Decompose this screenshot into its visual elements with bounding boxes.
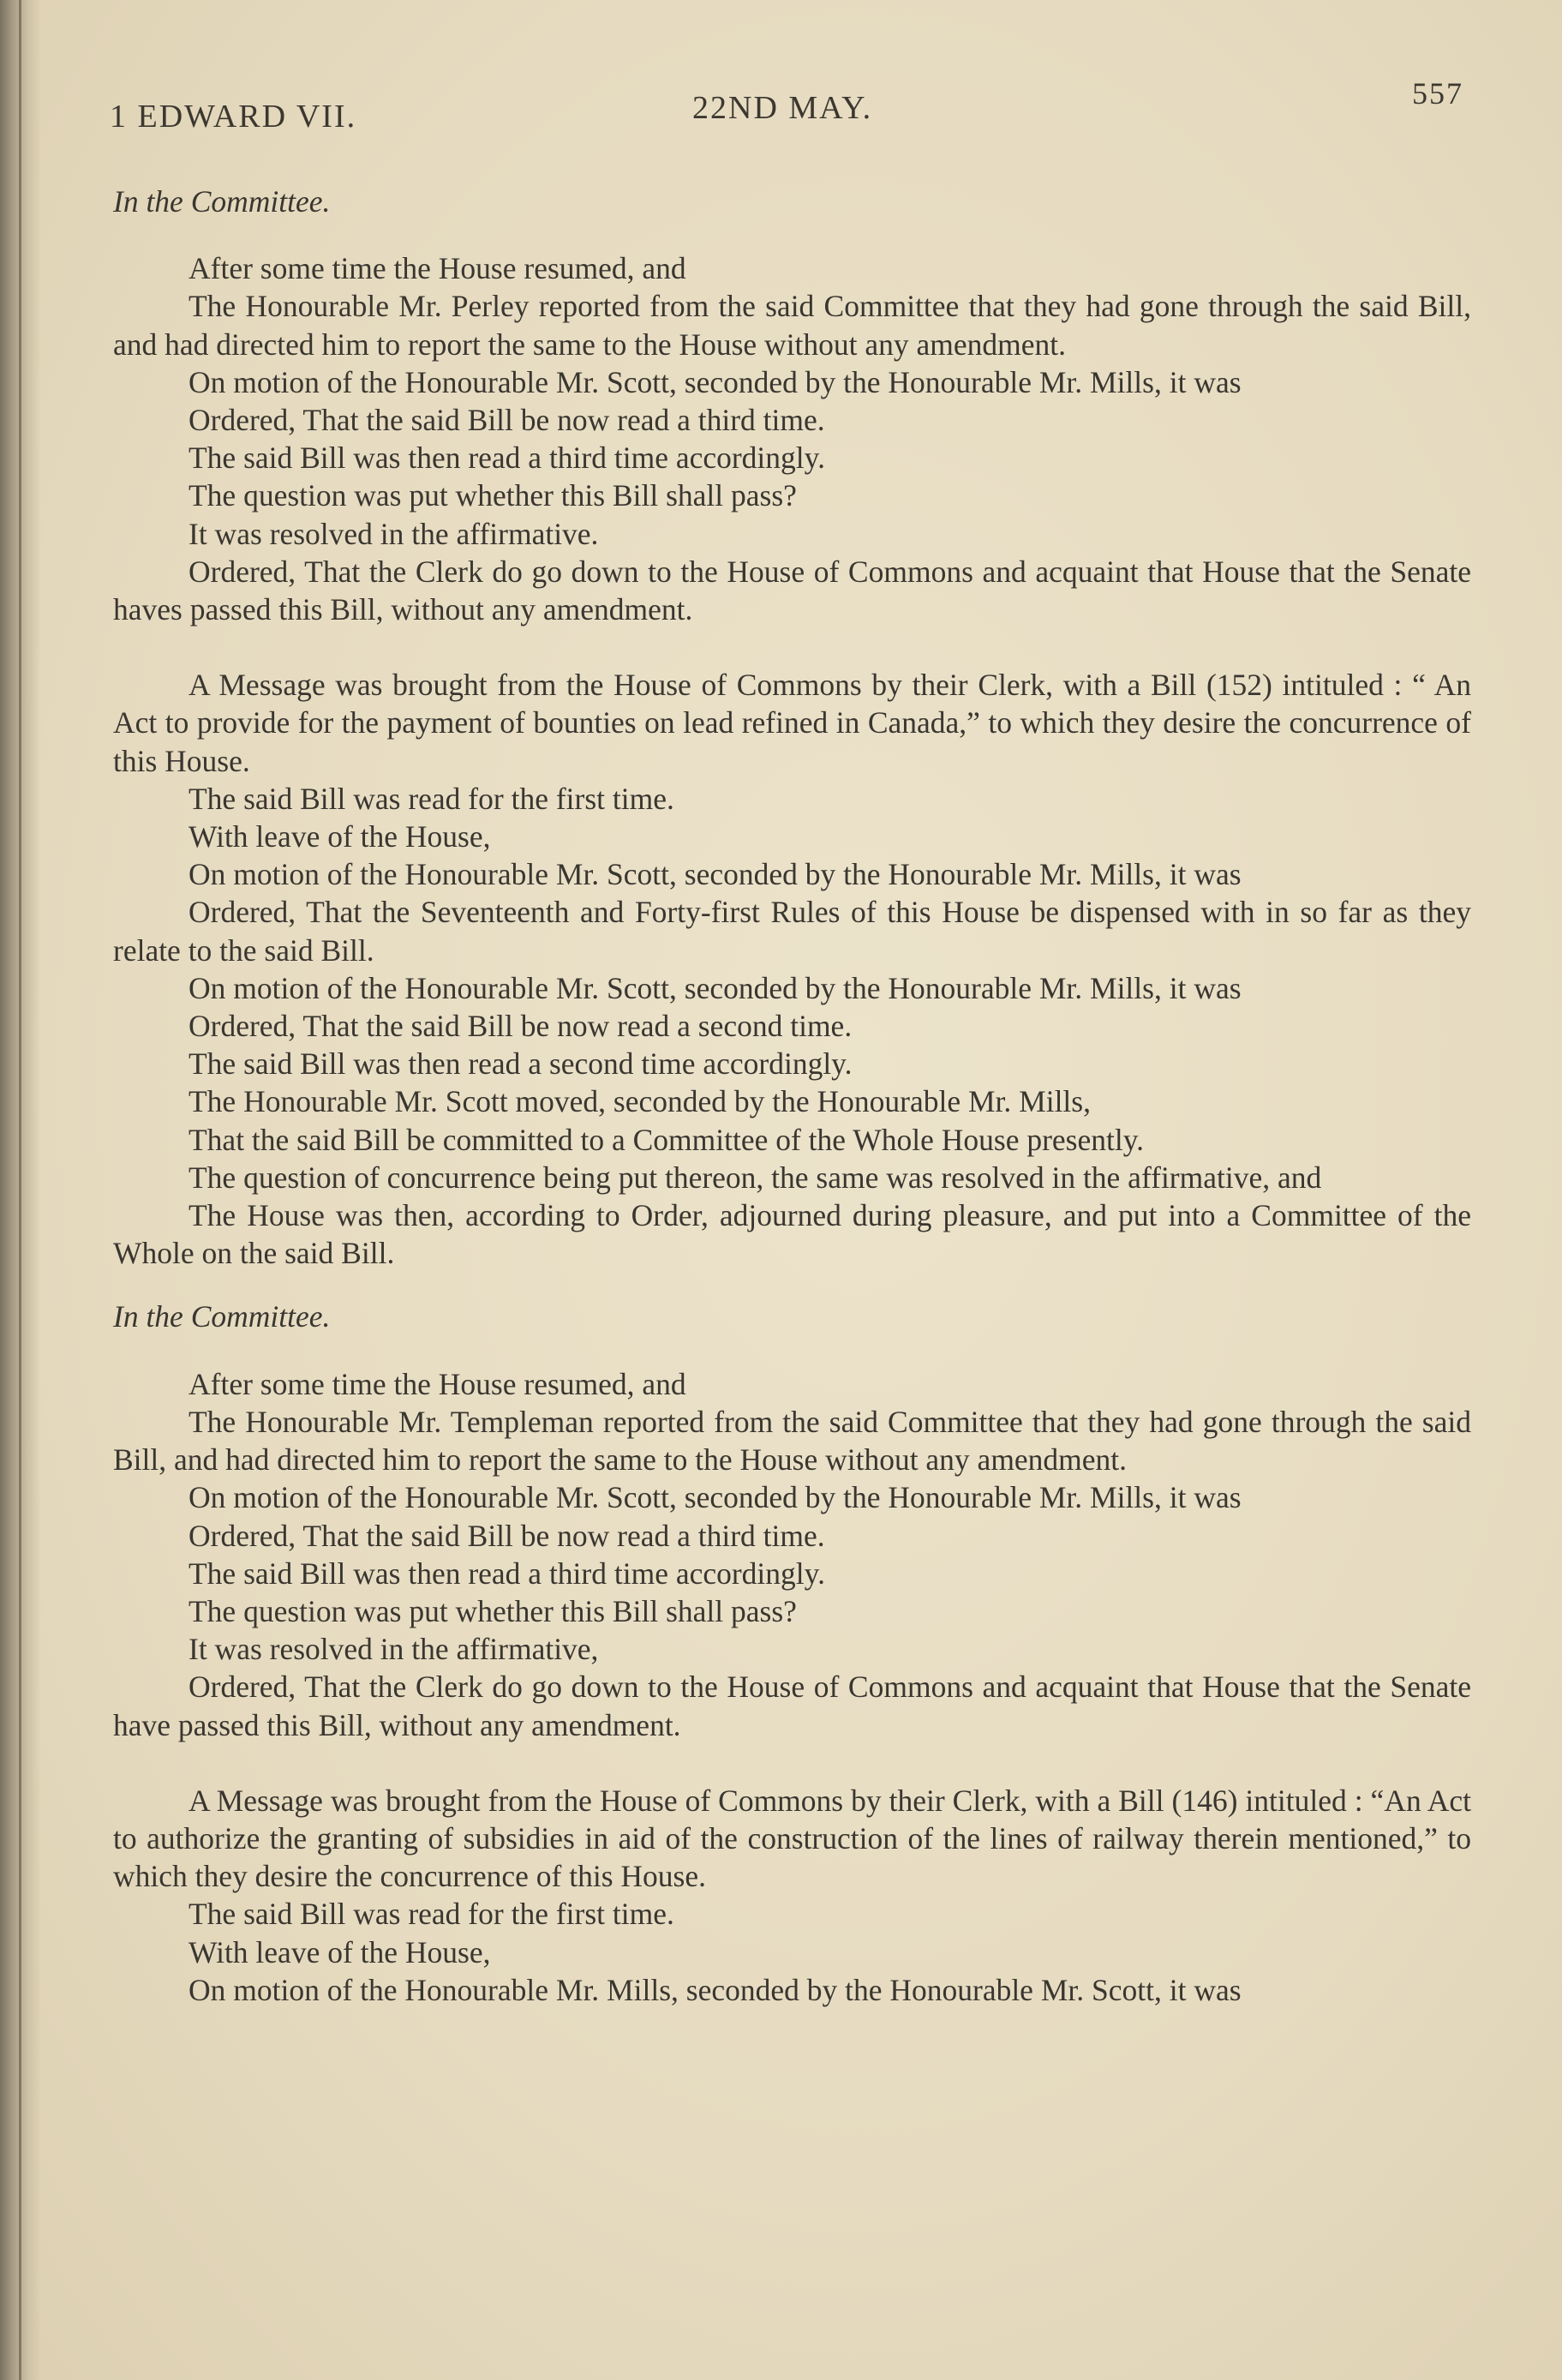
paragraph: Ordered, That the Clerk do go down to the House of Commons and acquaint that House that the Senate haves passed this Bill, without any amendment. — [113, 554, 1471, 627]
page-number: 557 — [1412, 76, 1463, 111]
committee-heading: In the Committee. — [113, 184, 331, 219]
paragraph: The said Bill was then read a third time accordingly. — [189, 441, 825, 476]
paragraph: The question was put whether this Bill shall pass? — [189, 1593, 797, 1628]
paragraph: The said Bill was read for the first time. — [189, 781, 674, 816]
paragraph: The question of concurrence being put thereon, the same was resolved in the affirmative, and — [189, 1160, 1322, 1195]
header-regnal-year: 1 EDWARD VII. — [110, 99, 357, 135]
paragraph: After some time the House resumed, and — [189, 1366, 686, 1401]
paragraph: After some time the House resumed, and — [189, 251, 686, 286]
paragraph: The question was put whether this Bill shall pass? — [189, 478, 797, 513]
paragraph: On motion of the Honourable Mr. Mills, seconded by the Honourable Mr. Scott, it was — [189, 1972, 1242, 2007]
paragraph: The Honourable Mr. Templeman reported from the said Committee that they had gone through the said Bill, and had directed him to report the same to the House without any amendment. — [113, 1404, 1471, 1478]
committee-heading: In the Committee. — [113, 1299, 331, 1334]
paragraph: It was resolved in the affirmative, — [189, 1632, 599, 1667]
running-header — [110, 76, 1463, 141]
paragraph: That the said Bill be committed to a Committee of the Whole House presently. — [189, 1122, 1145, 1157]
binding-edge — [19, 0, 21, 2380]
paragraph: Ordered, That the said Bill be now read a third time. — [189, 403, 825, 438]
paragraph: A Message was brought from the House of Commons by their Clerk, with a Bill (152) intituled : “ An Act to provide for the payment of bounties on lead refined in Canada,” to which they desire the concurrence of this House. — [113, 668, 1471, 778]
paragraph: Ordered, That the Clerk do go down to the House of Commons and acquaint that House that the Senate have passed this Bill, without any amendment. — [113, 1670, 1471, 1742]
paragraph: On motion of the Honourable Mr. Scott, seconded by the Honourable Mr. Mills, it was — [189, 970, 1242, 1005]
paragraph: The House was then, according to Order, adjourned during pleasure, and put into a Committee of the Whole on the said Bill. — [113, 1198, 1471, 1271]
paragraph: The said Bill was read for the first time. — [189, 1897, 674, 1932]
paragraph: It was resolved in the affirmative. — [189, 516, 599, 551]
paragraph: Ordered, That the Seventeenth and Forty-first Rules of this House be dispensed with in so far as they relate to the said Bill. — [113, 895, 1471, 968]
paragraph: The Honourable Mr. Scott moved, seconded by the Honourable Mr. Mills, — [189, 1084, 1091, 1119]
paragraph: The said Bill was then read a second time accordingly. — [189, 1046, 853, 1082]
paragraph: On motion of the Honourable Mr. Scott, seconded by the Honourable Mr. Mills, it was — [189, 364, 1242, 399]
journal-body — [113, 176, 1471, 2009]
paragraph: On motion of the Honourable Mr. Scott, seconded by the Honourable Mr. Mills, it was — [189, 1480, 1242, 1515]
paragraph: The said Bill was then read a third time accordingly. — [189, 1556, 825, 1591]
paragraph: Ordered, That the said Bill be now read a third time. — [189, 1518, 825, 1553]
paragraph: With leave of the House, — [189, 1934, 491, 1969]
paragraph: The Honourable Mr. Perley reported from the said Committee that they had gone through the said Bill, and had directed him to report the same to the House without any amendment. — [113, 289, 1471, 362]
paragraph: A Message was brought from the House of Commons by their Clerk, with a Bill (146) intituled : “An Act to authorize the granting of subsidies in aid of the construction of the lines of railway therein mentioned,” to which they desire the concurrence of this House. — [113, 1783, 1471, 1894]
paragraph: With leave of the House, — [189, 819, 491, 854]
paragraph: On motion of the Honourable Mr. Scott, seconded by the Honourable Mr. Mills, it was — [189, 857, 1242, 892]
paragraph: Ordered, That the said Bill be now read a second time. — [189, 1009, 853, 1044]
header-date: 22ND MAY. — [692, 90, 873, 126]
